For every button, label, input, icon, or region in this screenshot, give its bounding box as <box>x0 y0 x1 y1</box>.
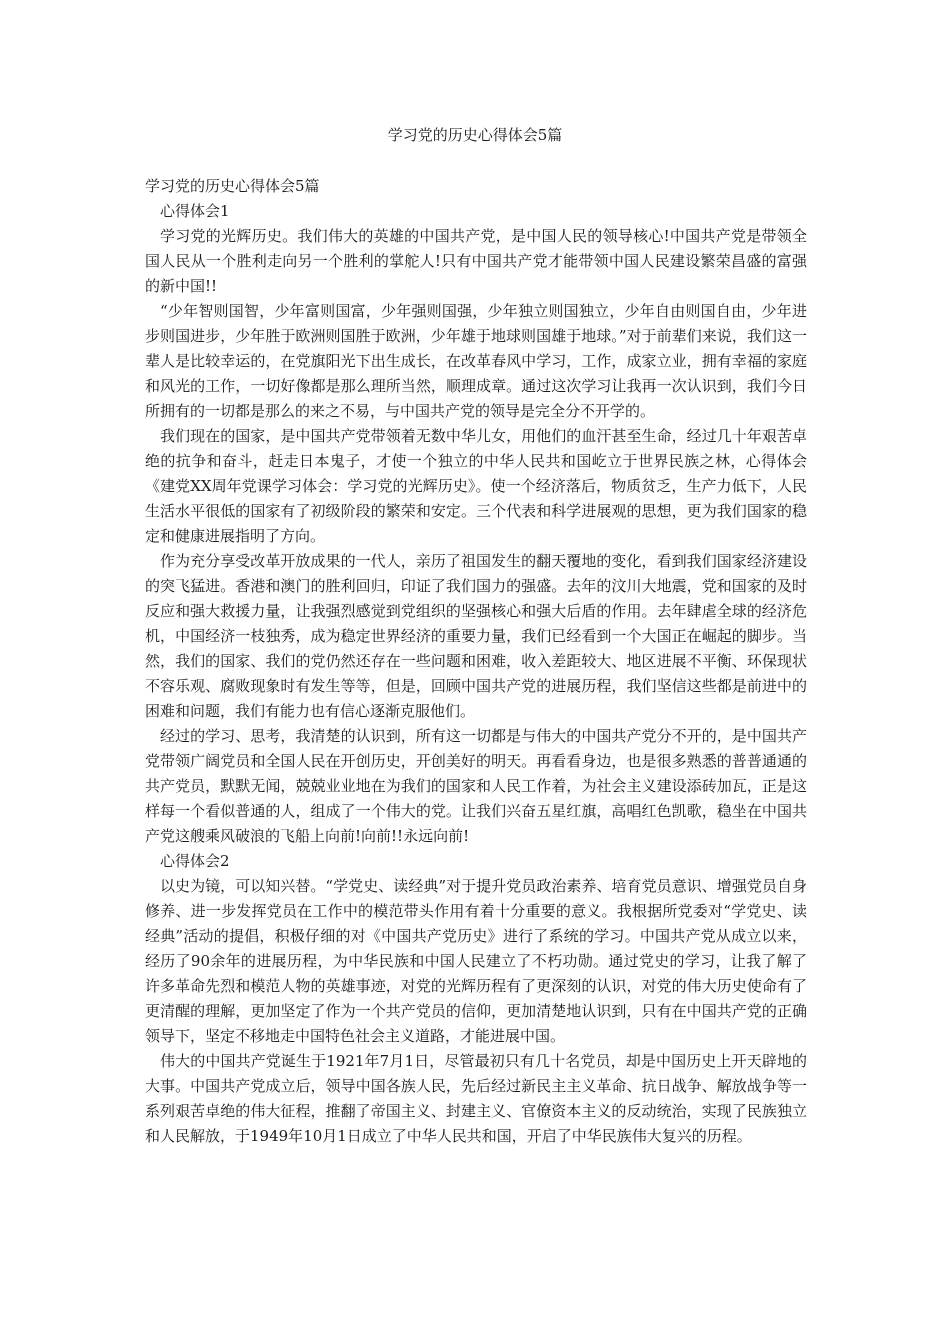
section-heading-1: 心得体会1 <box>160 202 230 220</box>
document-title: 学习党的历史心得体会5篇 <box>387 126 563 144</box>
paragraph: 学习党的光辉历史。我们伟大的英雄的中国共产党，是中国人民的领导核心!中国共产党是带领全国人民从一个胜利走向另一个胜利的掌舵人!只有中国共产党才能带领中国人民建设繁荣昌盛的富强的新中国!! <box>145 227 807 295</box>
paragraph: “少年智则国智，少年富则国富，少年强则国强，少年独立则国独立，少年自由则国自由，少年进步则国进步，少年胜于欧洲则国胜于欧洲，少年雄于地球则国雄于地球。”对于前辈们来说，我们这一辈人是比较幸运的，在党旗阳光下出生成长，在改革春风中学习，工作，成家立业，拥有幸福的家庭和风光的工作，一切好像都是那么理所当然，顺理成章。通过这次学习让我再一次认识到，我们今日所拥有的一切都是那么的来之不易，与中国共产党的领导是完全分不开学的。 <box>145 302 807 420</box>
paragraph: 我们现在的国家，是中国共产党带领着无数中华儿女，用他们的血汗甚至生命，经过几十年艰苦卓绝的抗争和奋斗，赶走日本鬼子，才使一个独立的中华人民共和国屹立于世界民族之林，心得体会《建党XX周年党课学习体会：学习党的光辉历史》。使一个经济落后，物质贫乏，生产力低下，人民生活水平很低的国家有了初级阶段的繁荣和安定。三个代表和科学进展观的思想，更为我们国家的稳定和健康进展指明了方向。 <box>145 427 807 545</box>
paragraph: 经过的学习、思考，我清楚的认识到，所有这一切都是与伟大的中国共产党分不开的，是中国共产党带领广阔党员和全国人民在开创历史，开创美好的明天。再看看身边，也是很多熟悉的普普通通的共产党员，默默无闻，兢兢业业地在为我们的国家和人民工作着，为社会主义建设添砖加瓦，正是这样每一个看似普通的人，组成了一个伟大的党。让我们兴奋五星红旗，高唱红色凯歌，稳坐在中国共产党这艘乘风破浪的飞船上向前!向前!!永远向前! <box>145 727 807 845</box>
paragraph: 伟大的中国共产党诞生于1921年7月1日，尽管最初只有几十名党员，却是中国历史上开天辟地的大事。中国共产党成立后，领导中国各族人民，先后经过新民主主义革命、抗日战争、解放战争等一系列艰苦卓绝的伟大征程，推翻了帝国主义、封建主义、官僚资本主义的反动统治，实现了民族独立和人民解放，于1949年10月1日成立了中华人民共和国，开启了中华民族伟大复兴的历程。 <box>145 1052 807 1145</box>
document-body <box>145 174 807 1149</box>
paragraph: 以史为镜，可以知兴替。“学党史、读经典”对于提升党员政治素养、培育党员意识、增强党员自身修养、进一步发挥党员在工作中的模范带头作用有着十分重要的意义。我根据所党委对“学党史、读经典”活动的提倡，积极仔细的对《中国共产党历史》进行了系统的学习。中国共产党从成立以来，经历了90余年的进展历程，为中华民族和中国人民建立了不朽功勋。通过党史的学习，让我了解了许多革命先烈和模范人物的英雄事迹，对党的光辉历程有了更深刻的认识，对党的伟大历史使命有了更清醒的理解，更加坚定了作为一个共产党员的信仰，更加清楚地认识到，只有在中国共产党的正确领导下，坚定不移地走中国特色社会主义道路，才能进展中国。 <box>145 877 807 1045</box>
paragraph: 作为充分享受改革开放成果的一代人，亲历了祖国发生的翻天覆地的变化，看到我们国家经济建设的突飞猛进。香港和澳门的胜利回归，印证了我们国力的强盛。去年的汶川大地震，党和国家的及时反应和强大救援力量，让我强烈感觉到党组织的坚强核心和强大后盾的作用。去年肆虐全球的经济危机，中国经济一枝独秀，成为稳定世界经济的重要力量，我们已经看到一个大国正在崛起的脚步。当然，我们的国家、我们的党仍然还存在一些问题和困难，收入差距较大、地区进展不平衡、环保现状不容乐观、腐败现象时有发生等等，但是，回顾中国共产党的进展历程，我们坚信这些都是前进中的困难和问题，我们有能力也有信心逐渐克服他们。 <box>145 552 807 720</box>
document-subtitle: 学习党的历史心得体会5篇 <box>145 177 320 195</box>
section-heading-2: 心得体会2 <box>160 852 230 870</box>
